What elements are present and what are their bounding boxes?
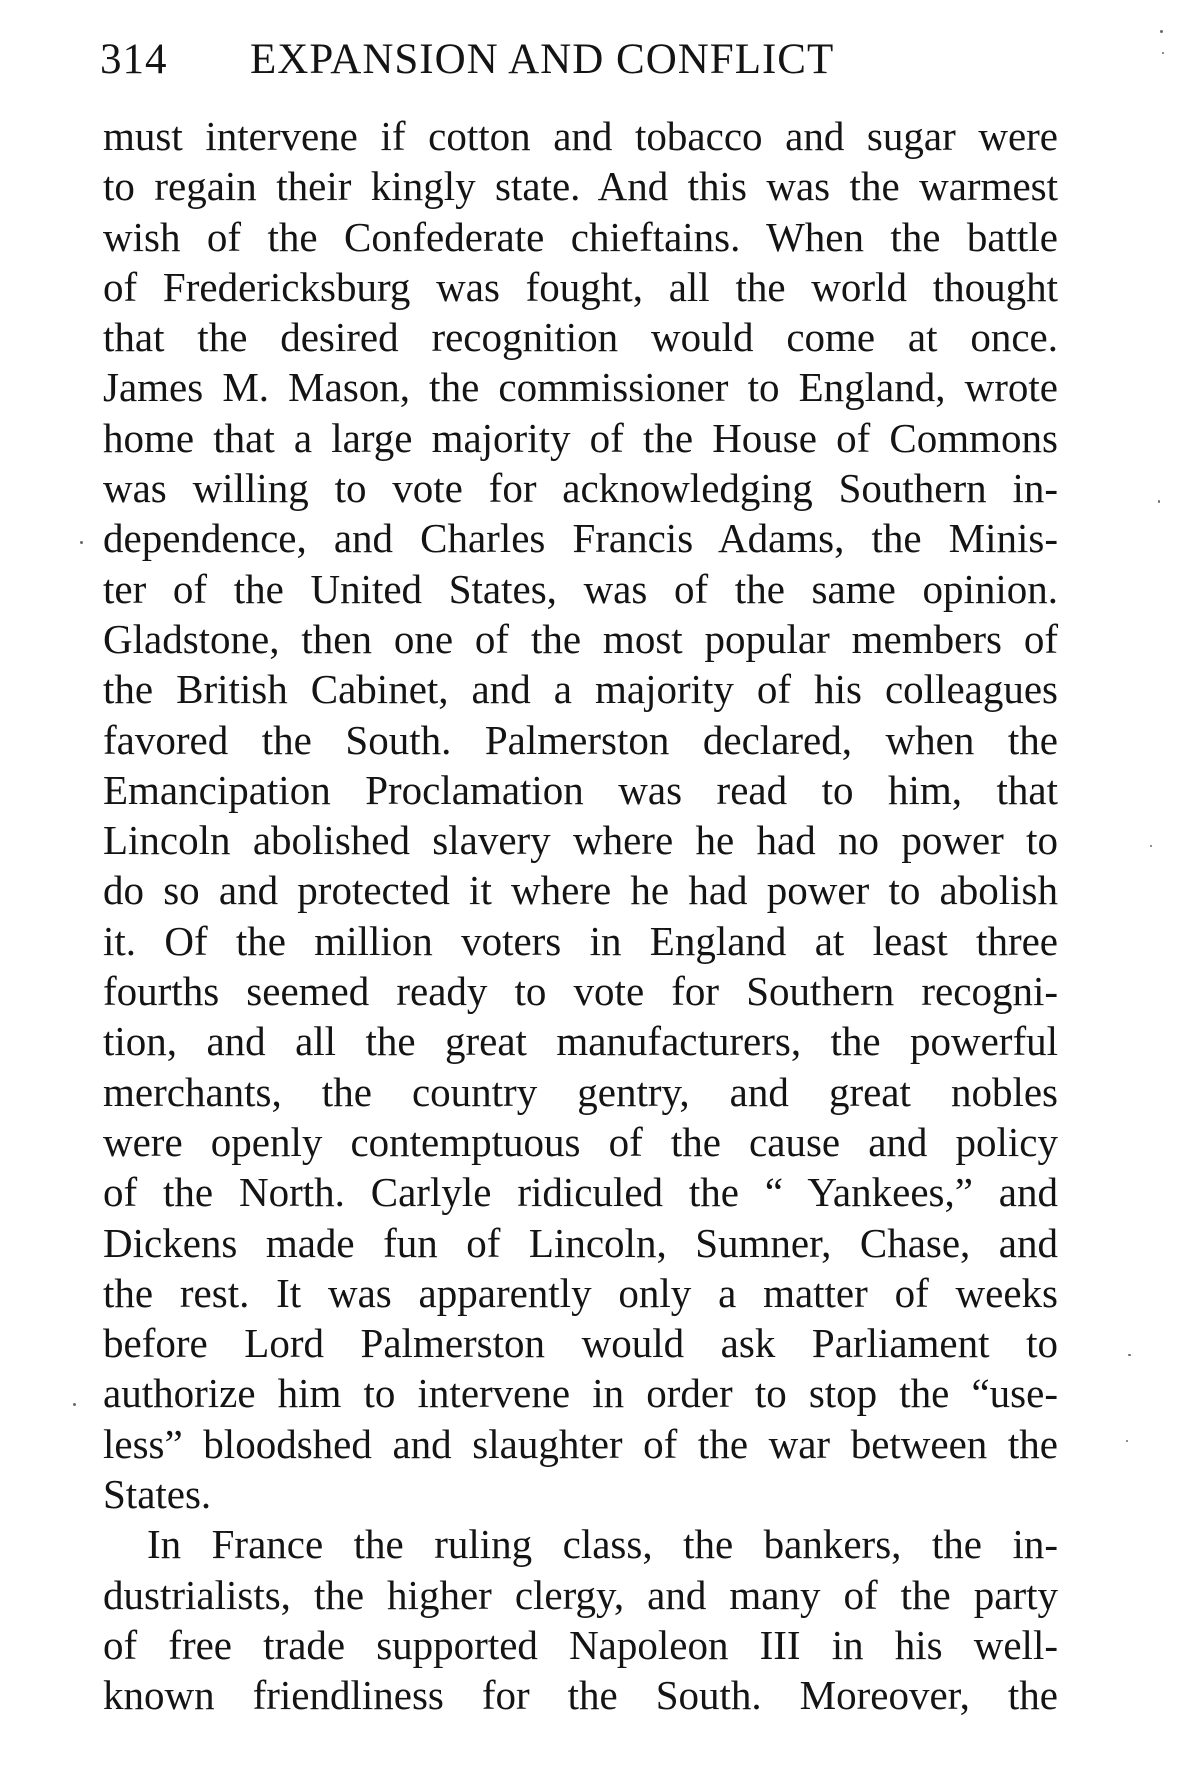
running-title: EXPANSION AND CONFLICT (250, 36, 835, 83)
text-line: that the desired recognition would come at once. (103, 314, 1058, 361)
scan-speck (1160, 30, 1163, 33)
text-line: Lincoln abolished slavery where he had no power to (103, 817, 1058, 864)
text-line: authorize him to intervene in order to stop the “use- (103, 1370, 1058, 1417)
text-line: home that a large majority of the House of Commons (103, 414, 1058, 461)
paragraph-start-line: In France the ruling class, the bankers, the in- (147, 1521, 1058, 1568)
text-line: do so and protected it where he had power to abolish (103, 867, 1058, 914)
scan-speck (80, 541, 83, 544)
text-line: known friendliness for the South. Moreover, the (103, 1672, 1058, 1719)
text-line: favored the South. Palmerston declared, when the (103, 716, 1058, 763)
scan-speck (1158, 500, 1160, 503)
paragraph-end-line: States. (103, 1471, 212, 1518)
text-line: before Lord Palmerston would ask Parliament to (103, 1320, 1058, 1367)
text-line: merchants, the country gentry, and great nobles (103, 1068, 1058, 1115)
text-line: to regain their kingly state. And this was the warmest (103, 163, 1058, 210)
text-line: of Fredericksburg was fought, all the world thought (103, 263, 1058, 310)
text-line: of the North. Carlyle ridiculed the “ Yankees,” and (103, 1169, 1058, 1216)
text-line: ter of the United States, was of the same opinion. (103, 565, 1058, 612)
text-line: were openly contemptuous of the cause and policy (103, 1118, 1058, 1165)
scan-speck (73, 1403, 76, 1406)
page-number: 314 (100, 36, 168, 83)
body-text (103, 111, 1058, 1721)
text-line: James M. Mason, the commissioner to England, wrote (103, 364, 1058, 411)
text-line: dustrialists, the higher clergy, and many of the party (103, 1571, 1058, 1618)
text-line: must intervene if cotton and tobacco and sugar were (103, 113, 1058, 159)
text-line: dependence, and Charles Francis Adams, the Minis- (103, 515, 1058, 562)
text-line: fourths seemed ready to vote for Southern recogni- (103, 968, 1058, 1015)
text-line: wish of the Confederate chieftains. When the battle (103, 213, 1058, 260)
scan-speck (1128, 1354, 1131, 1356)
scan-speck (1126, 1440, 1128, 1442)
text-line: tion, and all the great manufacturers, the powerful (103, 1018, 1058, 1065)
scan-speck (1162, 52, 1164, 54)
text-line: Emancipation Proclamation was read to him, that (103, 766, 1058, 813)
text-line: the British Cabinet, and a majority of his colleagues (103, 666, 1058, 713)
scan-speck (1150, 845, 1152, 847)
text-line: Dickens made fun of Lincoln, Sumner, Chase, and (103, 1219, 1058, 1266)
text-line: of free trade supported Napoleon III in his well- (103, 1621, 1058, 1668)
text-line: was willing to vote for acknowledging Southern in- (103, 465, 1058, 512)
text-line: less” bloodshed and slaughter of the war between the (103, 1420, 1058, 1467)
text-line: it. Of the million voters in England at least three (103, 917, 1058, 964)
running-head (100, 30, 1060, 90)
text-line: the rest. It was apparently only a matter of weeks (103, 1269, 1058, 1316)
text-line: Gladstone, then one of the most popular members of (103, 615, 1058, 662)
